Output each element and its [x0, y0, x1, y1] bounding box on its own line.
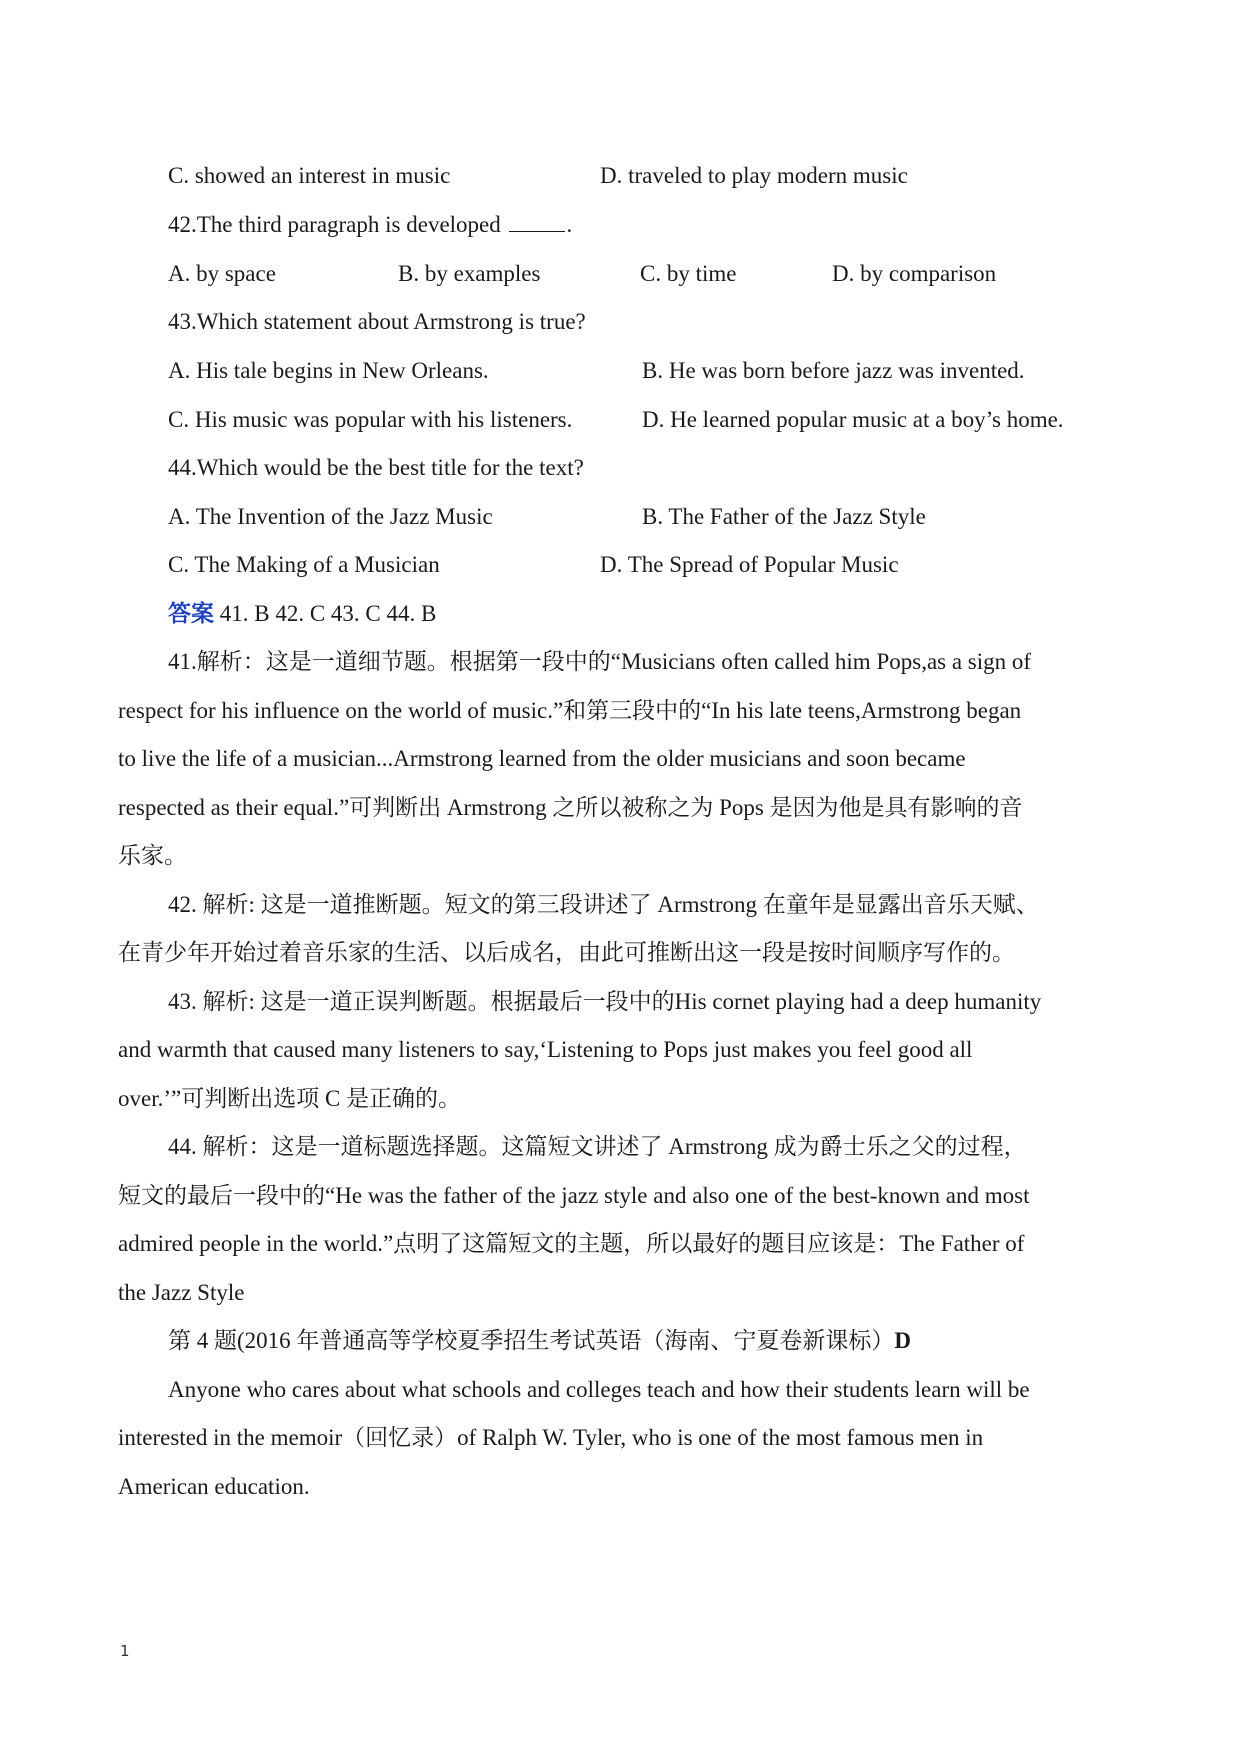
- analysis-43-line: over.’”可判断出选项 C 是正确的。: [118, 1086, 462, 1111]
- page-number: 1: [120, 1642, 130, 1660]
- analysis-43-line: and warmth that caused many listeners to say,‘Listening to Pops just makes you feel good all: [118, 1037, 973, 1062]
- analysis-41-line: respected as their equal.”可判断出 Armstrong 之所以被称之为 Pops 是因为他是具有影响的音: [118, 795, 1023, 820]
- analysis-41-line: 41.解析：这是一道细节题。根据第一段中的“Musicians often called him Pops,as a sign of: [168, 649, 1032, 674]
- q43-option-a: A. His tale begins in New Orleans.: [168, 358, 489, 383]
- analysis-41-line: to live the life of a musician...Armstrong learned from the older musicians and soon became: [118, 746, 966, 771]
- analysis-42-line: 在青少年开始过着音乐家的生活、以后成名，由此可推断出这一段是按时间顺序写作的。: [118, 940, 1015, 965]
- q42-stem: [168, 210, 572, 240]
- q42-stem-end: .: [566, 212, 573, 237]
- question-4-source: 第 4 题(2016 年普通高等学校夏季招生考试英语（海南、宁夏卷新课标）: [168, 1328, 895, 1353]
- q42-option-c: C. by time: [640, 261, 737, 286]
- q43-stem: 43.Which statement about Armstrong is true?: [168, 309, 586, 334]
- q43-option-c: C. His music was popular with his listeners.: [168, 407, 573, 432]
- analysis-44-line: 44. 解析：这是一道标题选择题。这篇短文讲述了 Armstrong 成为爵士乐之父的过程，: [168, 1134, 1027, 1159]
- analysis-43-line: 43. 解析: 这是一道正误判断题。根据最后一段中的His cornet playing had a deep humanity: [168, 989, 1042, 1014]
- q42-stem-text: 42.The third paragraph is developed: [168, 212, 501, 237]
- q42-option-d: D. by comparison: [832, 261, 997, 286]
- q44-stem: 44.Which would be the best title for the text?: [168, 455, 584, 480]
- answer-line: [168, 599, 436, 629]
- q44-option-c: C. The Making of a Musician: [168, 552, 440, 577]
- answer-blank: [509, 211, 565, 232]
- q44-option-a: A. The Invention of the Jazz Music: [168, 504, 493, 529]
- analysis-42-line: 42. 解析: 这是一道推断题。短文的第三段讲述了 Armstrong 在童年是显露出音乐天赋、: [168, 892, 1039, 917]
- passage-line: American education.: [118, 1474, 310, 1499]
- analysis-41-line: respect for his influence on the world of music.”和第三段中的“In his late teens,Armstrong began: [118, 698, 1022, 723]
- answer-label: 答案: [168, 601, 214, 626]
- q41-option-c: C. showed an interest in music: [168, 163, 451, 188]
- analysis-44-line: 短文的最后一段中的“He was the father of the jazz style and also one of the best-known and most: [118, 1183, 1030, 1208]
- q44-option-d: D. The Spread of Popular Music: [600, 552, 899, 577]
- analysis-41-line: 乐家。: [118, 843, 187, 868]
- answer-text: 41. B 42. C 43. C 44. B: [219, 601, 437, 626]
- q43-option-d: D. He learned popular music at a boy’s home.: [642, 407, 1064, 432]
- q41-option-d: D. traveled to play modern music: [600, 163, 908, 188]
- q44-option-b: B. The Father of the Jazz Style: [642, 504, 926, 529]
- question-4-header: [168, 1326, 911, 1356]
- analysis-44-line: the Jazz Style: [118, 1280, 245, 1305]
- question-4-letter: D: [894, 1328, 912, 1353]
- q43-option-b: B. He was born before jazz was invented.: [642, 358, 1025, 383]
- q42-option-b: B. by examples: [398, 261, 541, 286]
- analysis-44-line: admired people in the world.”点明了这篇短文的主题，所以最好的题目应该是：The Father of: [118, 1231, 1025, 1256]
- q42-option-a: A. by space: [168, 261, 276, 286]
- passage-line: interested in the memoir（回忆录）of Ralph W. Tyler, who is one of the most famous men in: [118, 1425, 984, 1450]
- passage-line: Anyone who cares about what schools and colleges teach and how their students learn will be: [168, 1377, 1030, 1402]
